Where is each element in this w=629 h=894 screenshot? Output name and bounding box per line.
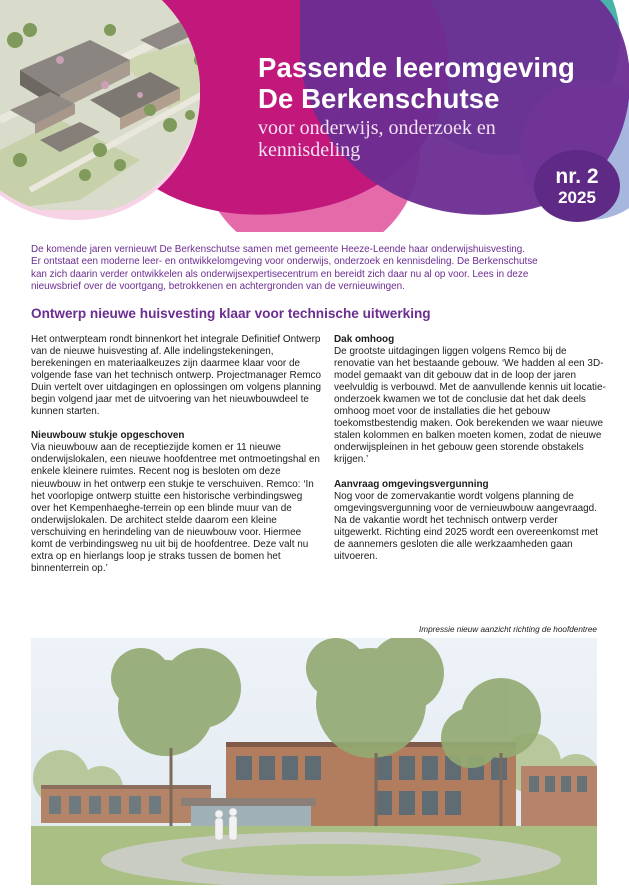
- intro-line: kan zich daarin verder ontwikkelen als onderwijsexpertisecentrum en bereidt zich daar nu al op voor. Lees in deze: [31, 268, 529, 280]
- aerial-campus-illustration: [0, 0, 260, 210]
- newsletter-header: [0, 0, 629, 232]
- issue-number: nr. 2: [555, 164, 599, 188]
- intro-line: nieuwsbrief over de voortgang, betrokkenen en achtergronden van de vernieuwingen.: [31, 281, 405, 293]
- article-headline: Ontwerp nieuwe huisvesting klaar voor technische uitwerking: [31, 306, 431, 321]
- title-block: [258, 52, 618, 161]
- newsletter-title-line1: Passende leeromgeving: [258, 52, 575, 83]
- issue-year: 2025: [558, 187, 596, 207]
- article-paragraph: Via nieuwbouw aan de receptiezijde komen er 11 nieuwe onderwijslokalen, een nieuwe hoofdentree met ontmoetingshal en enkele kleinere ruimtes. Recent nog is besloten om deze nieuwbouw in het ontwerp een stukje te verschuiven. Remco: ‘In het voorlopige ontwerp stuitte een historische verbindingsweg over het Kempenhaeghe-terrein op een blinde muur van de onderwijslokalen. De architect stelde daarom een kleine verschuiving en herindeling van de nieuwbouw voor. Hiermee komt de verbindingsweg nu uit bij de hoofdentree. Deze valt nu extra op en hierlangs loop je straks tussen de bomen het binnenterrein op.’: [31, 442, 320, 574]
- article-paragraph: Nog voor de zomervakantie wordt volgens planning de omgevingsvergunning voor de vernieuwbouw aangevraagd. Na de vakantie wordt het technisch ontwerp verder uitgewerkt. Richting eind 2025 wordt een overeenkomst met de aannemers gesloten die alle werkzaamheden gaan uitvoeren.: [334, 490, 599, 562]
- image-caption: Impressie nieuw aanzicht richting de hoofdentree: [419, 625, 597, 634]
- article-right-column: [334, 334, 606, 575]
- intro-line: De komende jaren vernieuwt De Berkenschutse samen met gemeente Heeze-Leende haar onderwijshuisvesting.: [31, 244, 526, 255]
- building-rendering-image: [31, 638, 597, 885]
- article-paragraph: Het ontwerpteam rondt binnenkort het integrale Definitief Ontwerp van de nieuwe huisvesting af. Alle indelingstekeningen, berekeningen en materiaalkeuzes zijn daarmee klaar voor de volgende fase van het technisch ontwerp. Projectmanager Remco Duin vertelt over uitdagingen en oplossingen om volgens planning begin volgend jaar met de uitvoering van het nieuwbouwdeel te kunnen starten.: [31, 334, 322, 418]
- article-left-column: [31, 334, 323, 587]
- article-paragraph: De grootste uitdagingen liggen volgens Remco bij de renovatie van het bestaande gebouw. ‘We hadden al een 3D-model gemaakt van dit gebouw dat in de loop der jaren veelvuldig is verbouwd. Met de aanvullende kennis uit locatie-onderzoek kwamen we tot de conclusie dat het dak deels omhoog moet voor de installaties die het gebouw toekomstbestendig maken. Ook berekenden we waar nieuwe stalen kolommen en balken moeten komen, zodat de nieuwe onderwijspleinen in het gebouw geen storende obstakels krijgen.’: [334, 346, 606, 466]
- section-heading: Dak omhoog: [334, 334, 395, 345]
- intro-paragraph: [31, 244, 601, 294]
- section-heading: Nieuwbouw stukje opgeschoven: [31, 430, 185, 442]
- newsletter-subtitle: voor onderwijs, onderzoek en kennisdeling: [258, 117, 496, 161]
- section-heading: Aanvraag omgevingsvergunning: [334, 478, 489, 490]
- issue-badge: [534, 150, 620, 222]
- entrance-rendering: [31, 638, 597, 885]
- newsletter-title-line2: De Berkenschutse: [258, 83, 500, 114]
- intro-line: Er ontstaat een moderne leer- en ontwikkelomgeving voor onderwijs, onderzoek en kennisdeling. De Berkenschutse: [31, 256, 538, 268]
